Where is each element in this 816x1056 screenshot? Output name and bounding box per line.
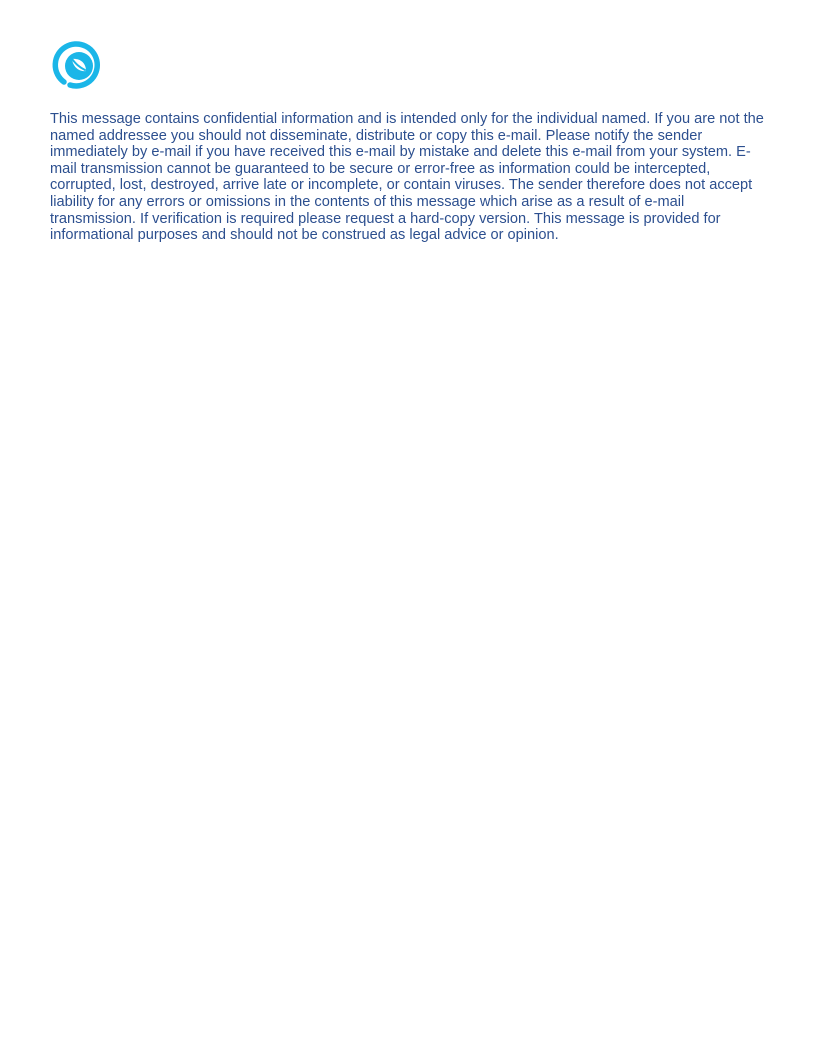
leaf-circle-icon xyxy=(52,40,104,92)
logo xyxy=(52,40,104,92)
confidentiality-disclaimer: This message contains confidential information and is intended only for the individual named. If you are not the named addressee you should not disseminate, distribute or copy this e-mail. Please notify the sender immediately by e-mail if you have received this e-mail by mistake and delete this e-mail from your system. E-mail transmission cannot be guaranteed to be secure or error-free as information could be intercepted, corrupted, lost, destroyed, arrive late or incomplete, or contain viruses. The sender therefore does not accept liability for any errors or omissions in the contents of this message which arise as a result of e-mail transmission. If verification is required please request a hard-copy version. This message is provided for informational purposes and should not be construed as legal advice or opinion. xyxy=(50,111,764,244)
